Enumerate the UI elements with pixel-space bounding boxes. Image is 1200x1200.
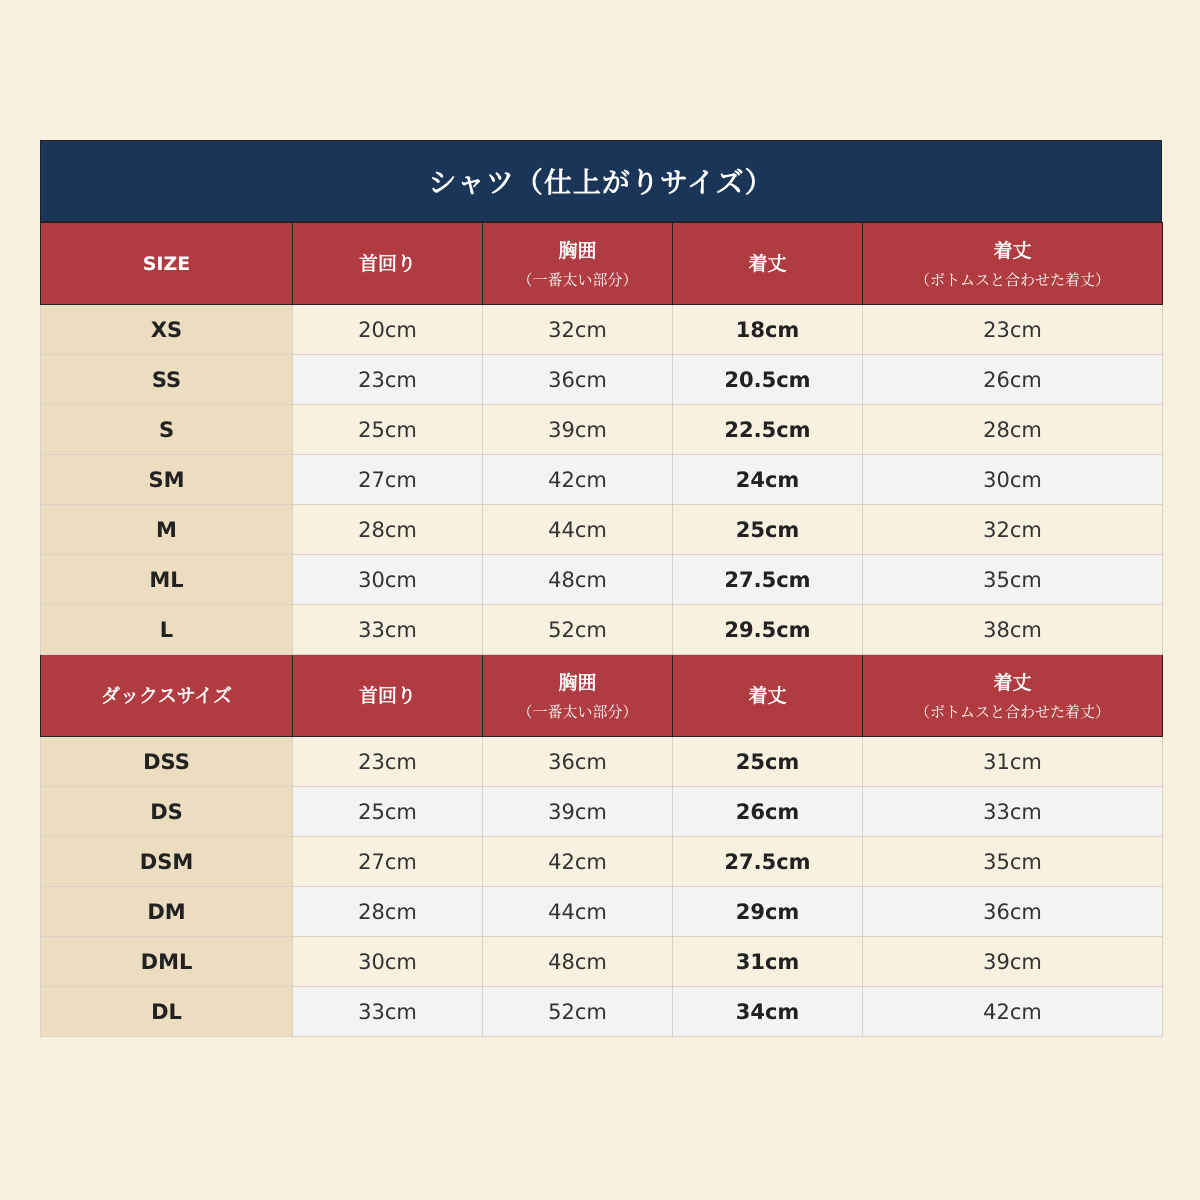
- cell-neck: 30cm: [293, 937, 483, 987]
- cell-length: 18cm: [673, 305, 863, 355]
- cell-total-length: 31cm: [863, 737, 1163, 787]
- header-total-length: 着丈 （ボトムスと合わせた着丈）: [863, 223, 1163, 305]
- cell-length: 26cm: [673, 787, 863, 837]
- cell-length: 25cm: [673, 737, 863, 787]
- cell-chest: 36cm: [483, 737, 673, 787]
- cell-length: 27.5cm: [673, 555, 863, 605]
- cell-size: DSM: [41, 837, 293, 887]
- header-total-length: 着丈 （ボトムスと合わせた着丈）: [863, 655, 1163, 737]
- table-row: [41, 605, 1163, 655]
- header-size: SIZE: [41, 223, 293, 305]
- cell-size: DSS: [41, 737, 293, 787]
- cell-total-length: 42cm: [863, 987, 1163, 1037]
- cell-chest: 52cm: [483, 987, 673, 1037]
- header-row-dachshund: [41, 655, 1163, 737]
- cell-neck: 27cm: [293, 455, 483, 505]
- cell-size: DS: [41, 787, 293, 837]
- table-row: [41, 837, 1163, 887]
- cell-size: SS: [41, 355, 293, 405]
- cell-chest: 48cm: [483, 937, 673, 987]
- cell-length: 24cm: [673, 455, 863, 505]
- cell-size: ML: [41, 555, 293, 605]
- table-row: [41, 355, 1163, 405]
- cell-neck: 25cm: [293, 405, 483, 455]
- cell-length: 22.5cm: [673, 405, 863, 455]
- table-row: [41, 787, 1163, 837]
- cell-length: 34cm: [673, 987, 863, 1037]
- cell-neck: 28cm: [293, 505, 483, 555]
- cell-total-length: 35cm: [863, 555, 1163, 605]
- cell-length: 20.5cm: [673, 355, 863, 405]
- table-row: [41, 737, 1163, 787]
- cell-chest: 44cm: [483, 505, 673, 555]
- table-row: [41, 555, 1163, 605]
- table-row: [41, 455, 1163, 505]
- cell-size: S: [41, 405, 293, 455]
- cell-chest: 52cm: [483, 605, 673, 655]
- header-length: 着丈: [673, 655, 863, 737]
- cell-total-length: 38cm: [863, 605, 1163, 655]
- cell-neck: 27cm: [293, 837, 483, 887]
- cell-size: XS: [41, 305, 293, 355]
- table-row: [41, 405, 1163, 455]
- cell-total-length: 35cm: [863, 837, 1163, 887]
- cell-neck: 30cm: [293, 555, 483, 605]
- cell-chest: 39cm: [483, 787, 673, 837]
- cell-length: 27.5cm: [673, 837, 863, 887]
- cell-size: DL: [41, 987, 293, 1037]
- header-chest: 胸囲 （一番太い部分）: [483, 655, 673, 737]
- cell-chest: 32cm: [483, 305, 673, 355]
- cell-neck: 23cm: [293, 737, 483, 787]
- cell-total-length: 39cm: [863, 937, 1163, 987]
- size-chart: [40, 140, 1162, 1037]
- cell-neck: 33cm: [293, 605, 483, 655]
- cell-size: DM: [41, 887, 293, 937]
- cell-chest: 39cm: [483, 405, 673, 455]
- cell-length: 29cm: [673, 887, 863, 937]
- cell-size: SM: [41, 455, 293, 505]
- cell-total-length: 28cm: [863, 405, 1163, 455]
- cell-chest: 42cm: [483, 837, 673, 887]
- table-row: [41, 987, 1163, 1037]
- header-chest: 胸囲 （一番太い部分）: [483, 223, 673, 305]
- cell-neck: 23cm: [293, 355, 483, 405]
- header-neck: 首回り: [293, 655, 483, 737]
- header-neck: 首回り: [293, 223, 483, 305]
- cell-chest: 48cm: [483, 555, 673, 605]
- cell-chest: 42cm: [483, 455, 673, 505]
- header-row-standard: [41, 223, 1163, 305]
- size-table: [40, 222, 1163, 1037]
- table-row: [41, 887, 1163, 937]
- cell-total-length: 33cm: [863, 787, 1163, 837]
- cell-chest: 36cm: [483, 355, 673, 405]
- header-size: ダックスサイズ: [41, 655, 293, 737]
- cell-length: 25cm: [673, 505, 863, 555]
- cell-total-length: 32cm: [863, 505, 1163, 555]
- cell-total-length: 26cm: [863, 355, 1163, 405]
- cell-total-length: 36cm: [863, 887, 1163, 937]
- table-row: [41, 505, 1163, 555]
- header-length: 着丈: [673, 223, 863, 305]
- cell-neck: 28cm: [293, 887, 483, 937]
- cell-neck: 20cm: [293, 305, 483, 355]
- cell-size: DML: [41, 937, 293, 987]
- cell-total-length: 23cm: [863, 305, 1163, 355]
- cell-total-length: 30cm: [863, 455, 1163, 505]
- table-row: [41, 305, 1163, 355]
- cell-length: 29.5cm: [673, 605, 863, 655]
- cell-chest: 44cm: [483, 887, 673, 937]
- table-row: [41, 937, 1163, 987]
- cell-neck: 33cm: [293, 987, 483, 1037]
- cell-neck: 25cm: [293, 787, 483, 837]
- chart-title: シャツ（仕上がりサイズ）: [40, 140, 1162, 222]
- cell-length: 31cm: [673, 937, 863, 987]
- cell-size: L: [41, 605, 293, 655]
- cell-size: M: [41, 505, 293, 555]
